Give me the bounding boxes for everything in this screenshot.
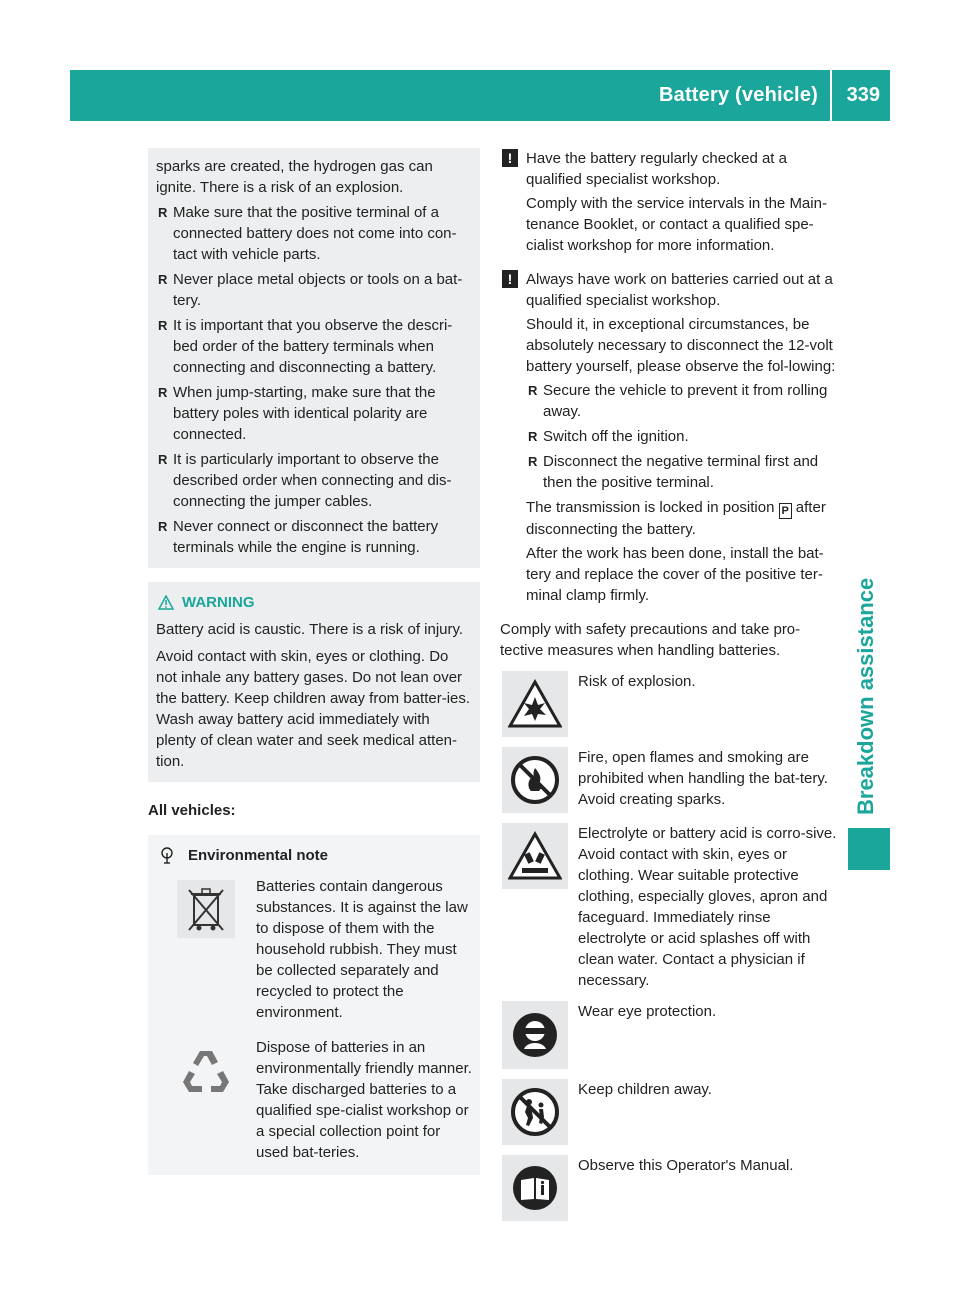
bullet-mark: R <box>158 272 168 287</box>
notice-battery-check <box>502 148 838 259</box>
disconnect-steps-list <box>526 380 838 493</box>
list-item: R It is important that you observe the descri-bed order of the battery terminals when connecting and disconnecting a battery. <box>158 317 453 376</box>
park-position-symbol: P <box>779 503 792 519</box>
crossed-bin-icon <box>177 880 235 938</box>
warning-box <box>148 582 480 782</box>
notice-text: Have the battery regularly checked at a qualified specialist workshop. <box>526 150 787 188</box>
safety-symbol-row <box>502 747 838 813</box>
environmental-note-title: Environmental note <box>188 847 329 864</box>
notice-text: Should it, in exceptional circumstances, be absolutely necessary to disconnect the 12-volt battery yourself, please observe the fol-lowing: <box>526 316 836 375</box>
symbol-description: Electrolyte or battery acid is corro-sive. Avoid contact with skin, eyes or clothing. Wear suitable protective clothing, especially gloves, apron and faceguard. Immediately rinse electrolyte or acid splashes off with clean water. Contact a physician if necessary. <box>578 825 837 989</box>
warning-title: WARNING <box>182 594 255 611</box>
comply-text: Comply with safety precautions and take pro-tective measures when handling batteries. <box>500 621 801 659</box>
eye-protection-icon <box>509 1009 561 1061</box>
safety-symbol-row <box>502 671 838 737</box>
symbol-description: Observe this Operator's Manual. <box>578 1157 794 1174</box>
safety-intro: sparks are created, the hydrogen gas can ignite. There is a risk of an explosion. <box>156 158 433 196</box>
recycling-icon <box>176 1041 236 1101</box>
environmental-note-text-2: Dispose of batteries in an environmentally friendly manner. Take discharged batteries to a qualified spe-cialist workshop or a special collection point for used bat-teries. <box>256 1039 472 1161</box>
notice-text: Comply with the service intervals in the Main-tenance Booklet, or contact a qualified spe-cialist workshop for more information. <box>526 195 827 254</box>
safety-bullet-list <box>156 202 472 558</box>
list-item: R Never place metal objects or tools on a bat-tery. <box>158 271 463 309</box>
keep-children-away-icon <box>509 1086 561 1138</box>
page-number: 339 <box>846 84 880 106</box>
safety-symbol-row <box>502 1155 838 1221</box>
exclamation-icon: ! <box>502 149 518 167</box>
symbol-description: Keep children away. <box>578 1081 712 1098</box>
list-item: R Disconnect the negative terminal first and then the positive terminal. <box>528 453 819 491</box>
no-fire-icon <box>509 754 561 806</box>
environmental-note-heading <box>160 845 472 866</box>
list-item: R Never connect or disconnect the battery terminals while the engine is running. <box>158 518 439 556</box>
safety-symbol-row <box>502 1079 838 1145</box>
symbol-description: Risk of explosion. <box>578 673 696 690</box>
list-item: R Make sure that the positive terminal of a connected battery does not come into con-tact with vehicle parts. <box>158 204 457 263</box>
warning-triangle-icon <box>158 595 174 610</box>
list-item: R When jump-starting, make sure that the battery poles with identical polarity are connected. <box>158 384 436 443</box>
bullet-mark: R <box>158 452 168 467</box>
environmental-note-item <box>156 1037 472 1163</box>
page-header <box>70 70 890 121</box>
bullet-mark: R <box>158 318 168 333</box>
chapter-side-label: Breakdown assistance <box>853 577 878 815</box>
left-column <box>148 148 480 1175</box>
bullet-mark: R <box>158 205 168 220</box>
right-column <box>502 148 838 1221</box>
safety-symbol-row <box>502 1001 838 1069</box>
bullet-mark: R <box>528 429 538 444</box>
list-item: R Switch off the ignition. <box>528 428 689 445</box>
lightbulb-icon <box>160 847 174 865</box>
notice-text: The transmission is locked in position P after disconnecting the battery. <box>526 499 826 538</box>
bullet-mark: R <box>528 383 538 398</box>
notice-text: After the work has been done, install the bat-tery and replace the cover of the positive ter-minal clamp firmly. <box>526 545 824 604</box>
header-divider <box>830 70 832 121</box>
list-item: R Secure the vehicle to prevent it from rolling away. <box>528 382 828 420</box>
bullet-mark: R <box>158 385 168 400</box>
list-item: R It is particularly important to observe the described order when connecting and dis-connecting the jumper cables. <box>158 451 452 510</box>
bullet-mark: R <box>528 454 538 469</box>
bullet-mark: R <box>158 519 168 534</box>
section-title: Battery (vehicle) <box>658 84 818 106</box>
battery-safety-box <box>148 148 480 568</box>
warning-text-2: Avoid contact with skin, eyes or clothing. Do not inhale any battery gases. Do not lean over the battery. Keep children away from batter-ies. Wash away battery acid immediately with plenty of clean water and seek medical atten-tion. <box>156 648 471 770</box>
explosion-warning-icon <box>508 679 562 729</box>
symbol-description: Wear eye protection. <box>578 1003 717 1020</box>
operators-manual-icon <box>509 1162 561 1214</box>
all-vehicles-heading: All vehicles: <box>148 802 236 819</box>
environmental-note-text-1: Batteries contain dangerous substances. It is against the law to dispose of them with the household rubbish. They must be collected separately and recycled to protect the environment. <box>256 878 468 1021</box>
safety-symbol-row <box>502 823 838 991</box>
notice-text: Always have work on batteries carried out at a qualified specialist workshop. <box>526 271 833 309</box>
environmental-note-item <box>156 876 472 1023</box>
corrosive-warning-icon <box>508 831 562 881</box>
notice-battery-work <box>502 269 838 609</box>
warning-text-1: Battery acid is caustic. There is a risk of injury. <box>156 621 464 638</box>
chapter-tab <box>848 828 890 870</box>
warning-heading <box>158 592 472 613</box>
exclamation-icon: ! <box>502 270 518 288</box>
symbol-description: Fire, open flames and smoking are prohibited when handling the bat-tery. Avoid creating sparks. <box>578 749 828 808</box>
environmental-note-box <box>148 835 480 1175</box>
